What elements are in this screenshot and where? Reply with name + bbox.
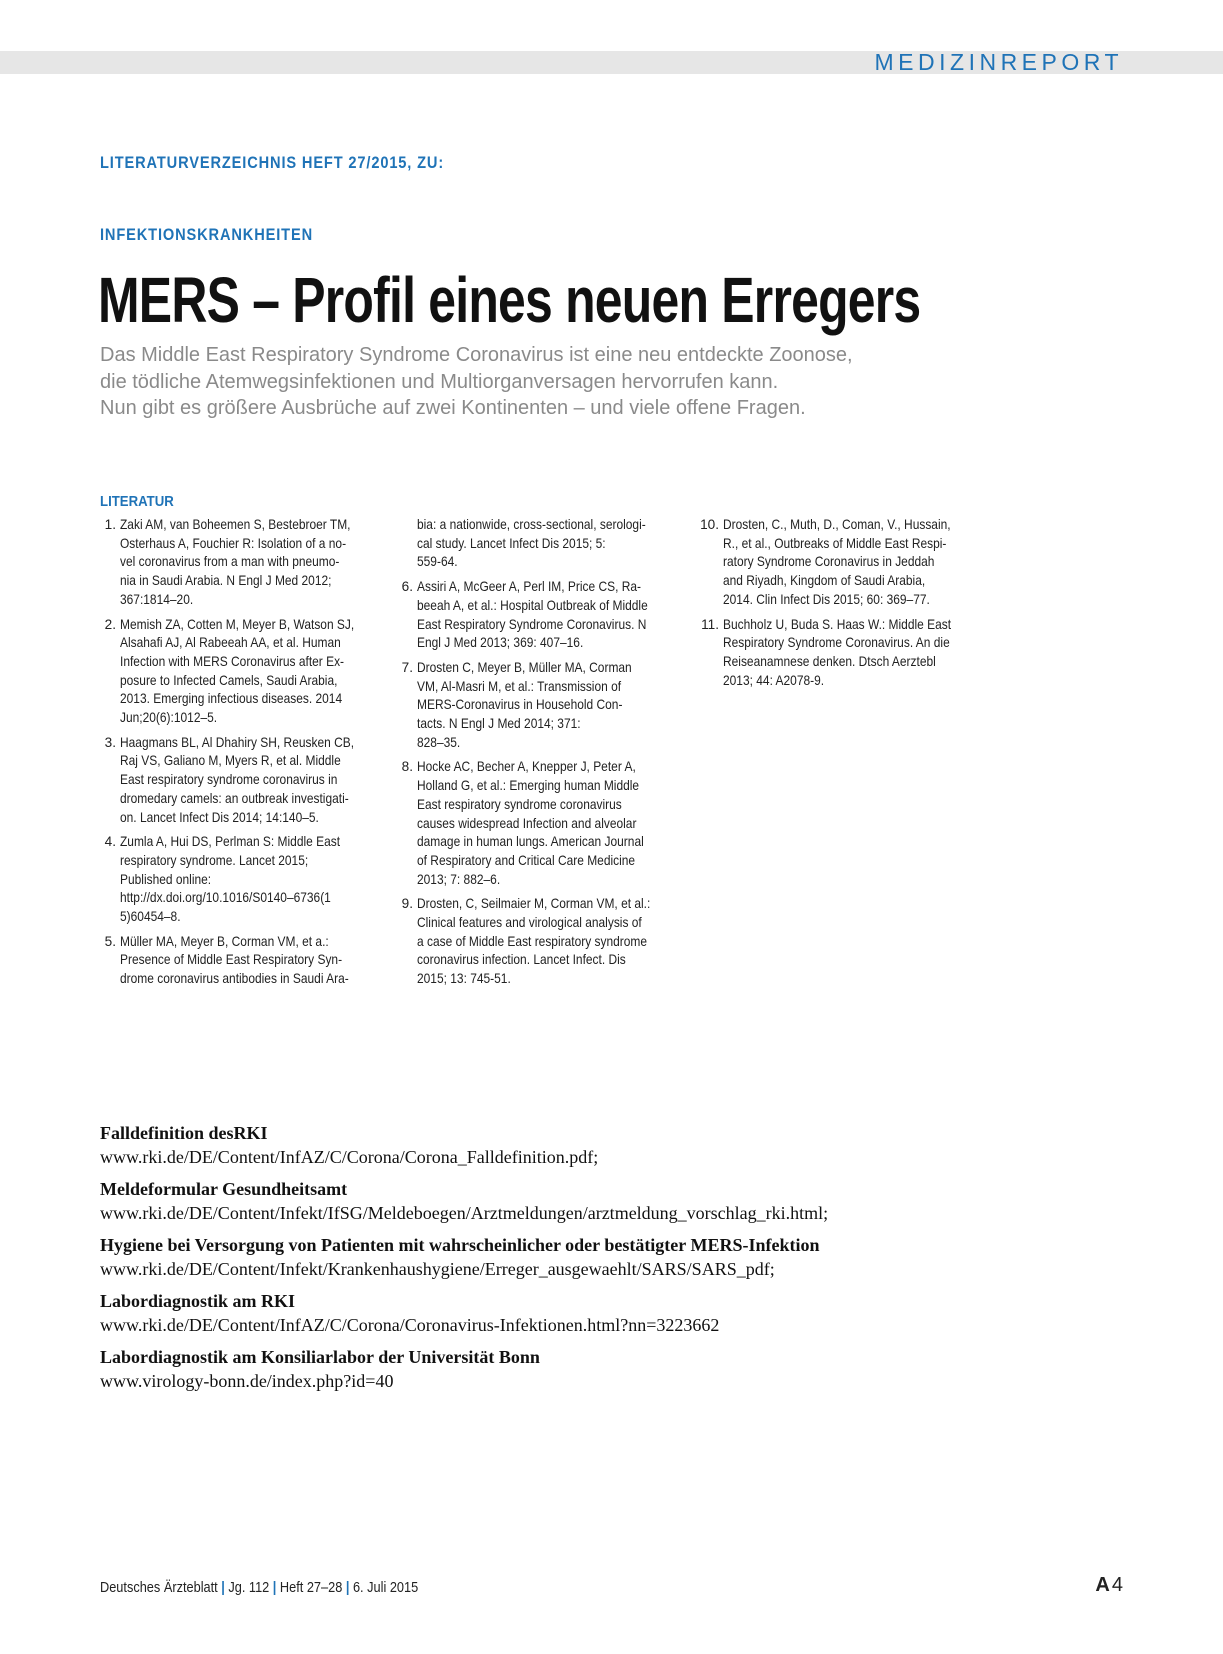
reference-text	[120, 616, 400, 728]
reference-line: causes widespread Infection and alveolar	[417, 815, 637, 831]
reference-text	[417, 578, 697, 653]
reference-line: of Respiratory and Critical Care Medicine	[417, 852, 636, 868]
reference-line: Reiseanamnese denken. Dtsch Aerztebl	[723, 653, 936, 669]
link-block	[100, 1177, 1100, 1225]
resource-links	[100, 1121, 1100, 1401]
reference-item	[397, 578, 697, 653]
reference-line: Clinical features and virological analysis of	[417, 915, 642, 931]
reference-line: VM, Al-Masri M, et al.: Transmission of	[417, 678, 622, 694]
reference-line: 5)60454–8.	[120, 909, 181, 925]
reference-line: 828–35.	[417, 734, 461, 750]
reference-line: Infection with MERS Coronavirus after Ex-	[120, 653, 345, 669]
reference-line: nia in Saudi Arabia. N Engl J Med 2012;	[120, 573, 332, 589]
lede	[100, 342, 1000, 422]
link-title: Falldefinition desRKI	[100, 1123, 268, 1143]
reference-line: dromedary camels: an outbreak investigati-	[120, 790, 349, 806]
reference-item	[697, 616, 977, 691]
link-url[interactable]: www.rki.de/DE/Content/InfAZ/C/Corona/Corona_Falldefinition.pdf;	[100, 1147, 599, 1167]
reference-line: 2013. Emerging infectious diseases. 2014	[120, 691, 343, 707]
section-label: MEDIZINREPORT	[874, 49, 1123, 75]
reference-text	[120, 933, 400, 989]
reference-text	[417, 895, 697, 989]
reference-line: East Respiratory Syndrome Coronavirus. N	[417, 616, 647, 632]
reference-line: R., et al., Outbreaks of Middle East Respi-	[723, 535, 947, 551]
reference-line: Engl J Med 2013; 369: 407–16.	[417, 635, 584, 651]
link-title: Labordiagnostik am Konsiliarlabor der Universität Bonn	[100, 1347, 540, 1367]
reference-line: Respiratory Syndrome Coronavirus. An die	[723, 635, 950, 651]
reference-line: 2013; 44: A2078-9.	[723, 672, 825, 688]
reference-line: MERS-Coronavirus in Household Con-	[417, 697, 623, 713]
reference-item	[697, 516, 977, 610]
reference-line: Zumla A, Hui DS, Perlman S: Middle East	[120, 834, 341, 850]
footer-separator: |	[345, 1580, 350, 1596]
reference-line: Alsahafi AJ, Al Rabeeah AA, et al. Human	[120, 635, 341, 651]
reference-line: and Riyadh, Kingdom of Saudi Arabia,	[723, 573, 926, 589]
reference-line: Hocke AC, Becher A, Knepper J, Peter A,	[417, 759, 636, 775]
reference-line: ratory Syndrome Coronavirus in Jeddah	[723, 554, 935, 570]
reference-line: Raj VS, Galiano M, Myers R, et al. Middle	[120, 753, 341, 769]
page-number	[1095, 1574, 1123, 1597]
headline: MERS – Profil eines neuen Erregers	[98, 264, 921, 336]
journal-date: 6. Juli 2015	[352, 1580, 419, 1596]
topic-kicker: INFEKTIONSKRANKHEITEN	[100, 225, 313, 244]
link-title: Labordiagnostik am RKI	[100, 1291, 296, 1311]
reference-number: 4.	[104, 834, 116, 850]
reference-number: 10.	[700, 517, 719, 532]
reference-item	[397, 758, 697, 889]
reference-text	[723, 616, 982, 691]
link-url[interactable]: www.rki.de/DE/Content/Infekt/Krankenhaushygiene/Erreger_ausgewaehlt/SARS/SARS_pdf;	[100, 1259, 775, 1279]
reference-line: posure to Infected Camels, Saudi Arabia,	[120, 672, 338, 688]
footer-separator: |	[221, 1580, 225, 1596]
reference-item	[397, 895, 697, 989]
reference-item	[100, 616, 400, 728]
journal-name: Deutsches Ärzteblatt	[100, 1580, 218, 1596]
reference-line: tacts. N Engl J Med 2014; 371:	[417, 716, 581, 732]
reference-line: Jun;20(6):1012–5.	[120, 710, 218, 726]
reference-item	[100, 516, 400, 610]
lede-line: die tödliche Atemwegsinfektionen und Multiorganversagen hervorrufen kann.	[100, 370, 779, 393]
reference-text	[417, 659, 697, 753]
reference-number: 11.	[701, 616, 719, 632]
reference-column-3	[697, 516, 977, 696]
reference-text	[120, 734, 400, 828]
reference-text	[723, 516, 982, 610]
literature-heading: LITERATUR	[100, 493, 174, 510]
reference-column-1	[100, 516, 400, 995]
reference-line: Buchholz U, Buda S. Haas W.: Middle East	[723, 616, 952, 632]
reference-line: Osterhaus A, Fouchier R: Isolation of a no-	[120, 535, 347, 551]
reference-continuation	[417, 516, 697, 572]
reference-line: Drosten, C, Seilmaier M, Corman VM, et al.:	[417, 896, 651, 912]
footer-separator: |	[272, 1580, 277, 1596]
reference-line: Assiri A, McGeer A, Perl IM, Price CS, Ra-	[417, 579, 642, 595]
link-url[interactable]: www.virology-bonn.de/index.php?id=40	[100, 1371, 394, 1391]
reference-line: Müller MA, Meyer B, Corman VM, et a.:	[120, 933, 329, 949]
reference-number: 9.	[401, 896, 413, 912]
reference-line: cal study. Lancet Infect Dis 2015; 5:	[417, 535, 606, 551]
reference-item	[100, 933, 400, 989]
reference-line: respiratory syndrome. Lancet 2015;	[120, 852, 309, 868]
page-number-value: 4	[1111, 1574, 1123, 1596]
link-block	[100, 1121, 1100, 1169]
reference-text	[417, 758, 697, 889]
reference-line: 2015; 13: 745-51.	[417, 971, 511, 987]
reference-line: damage in human lungs. American Journal	[417, 834, 644, 850]
reference-line: 559-64.	[417, 554, 458, 570]
link-title: Meldeformular Gesundheitsamt	[100, 1179, 348, 1199]
reference-line: Drosten C, Meyer B, Müller MA, Corman	[417, 659, 632, 675]
reference-number: 7.	[401, 659, 413, 675]
reference-line: 2014. Clin Infect Dis 2015; 60: 369–77.	[723, 591, 930, 607]
reference-column-2	[397, 516, 697, 995]
reference-line: a case of Middle East respiratory syndrome	[417, 933, 648, 949]
reference-line: vel coronavirus from a man with pneumo-	[120, 554, 340, 570]
reference-line: East respiratory syndrome coronavirus	[417, 796, 622, 812]
link-url[interactable]: www.rki.de/DE/Content/InfAZ/C/Corona/Coronavirus-Infektionen.html?nn=3223662	[100, 1315, 720, 1335]
reference-number: 6.	[401, 579, 413, 595]
reference-line: Drosten, C., Muth, D., Coman, V., Hussain,	[723, 517, 951, 532]
journal-volume: Jg. 112	[228, 1580, 270, 1596]
reference-text	[120, 833, 400, 927]
reference-line: 367:1814–20.	[120, 591, 194, 607]
reference-line: 2013; 7: 882–6.	[417, 871, 501, 887]
reference-number: 8.	[401, 759, 413, 775]
reference-item	[100, 833, 400, 927]
link-block	[100, 1345, 1100, 1393]
reference-line: on. Lancet Infect Dis 2014; 14:140–5.	[120, 809, 319, 825]
reference-kicker: LITERATURVERZEICHNIS HEFT 27/2015, ZU:	[100, 153, 445, 172]
link-block	[100, 1289, 1100, 1337]
reference-line: East respiratory syndrome coronavirus in	[120, 772, 338, 788]
reference-line: Presence of Middle East Respiratory Syn-	[120, 952, 343, 968]
page-prefix: A	[1095, 1574, 1110, 1596]
reference-line: Published online:	[120, 871, 212, 887]
reference-line: Haagmans BL, Al Dhahiry SH, Reusken CB,	[120, 734, 355, 750]
reference-text	[120, 516, 400, 610]
footer-citation	[100, 1580, 418, 1596]
reference-line: bia: a nationwide, cross-sectional, serologi-	[417, 517, 646, 532]
reference-number: 1.	[104, 517, 116, 532]
reference-line: http://dx.doi.org/10.1016/S0140–6736(1	[120, 890, 331, 906]
reference-line: Memish ZA, Cotten M, Meyer B, Watson SJ,	[120, 616, 355, 632]
journal-issue: Heft 27–28	[279, 1580, 343, 1596]
lede-line: Nun gibt es größere Ausbrüche auf zwei Kontinenten – und viele offene Fragen.	[100, 397, 806, 419]
reference-number: 5.	[104, 933, 116, 949]
reference-line: drome coronavirus antibodies in Saudi Ara-	[120, 971, 349, 987]
reference-number: 2.	[104, 616, 116, 632]
reference-line: Holland G, et al.: Emerging human Middle	[417, 778, 640, 794]
link-title: Hygiene bei Versorgung von Patienten mit wahrscheinlicher oder bestätigter MERS-Infektion	[100, 1235, 820, 1255]
reference-line: beeah A, et al.: Hospital Outbreak of Middle	[417, 597, 648, 613]
link-block	[100, 1233, 1100, 1281]
reference-line: Zaki AM, van Boheemen S, Bestebroer TM,	[120, 517, 351, 532]
reference-item	[397, 659, 697, 753]
reference-number: 3.	[104, 734, 116, 750]
link-url[interactable]: www.rki.de/DE/Content/Infekt/IfSG/Meldeboegen/Arztmeldungen/arztmeldung_vorschlag_rki.html;	[100, 1203, 829, 1223]
lede-line: Das Middle East Respiratory Syndrome Coronavirus ist eine neu entdeckte Zoonose,	[100, 344, 853, 366]
reference-item	[100, 734, 400, 828]
reference-line: coronavirus infection. Lancet Infect. Dis	[417, 952, 626, 968]
